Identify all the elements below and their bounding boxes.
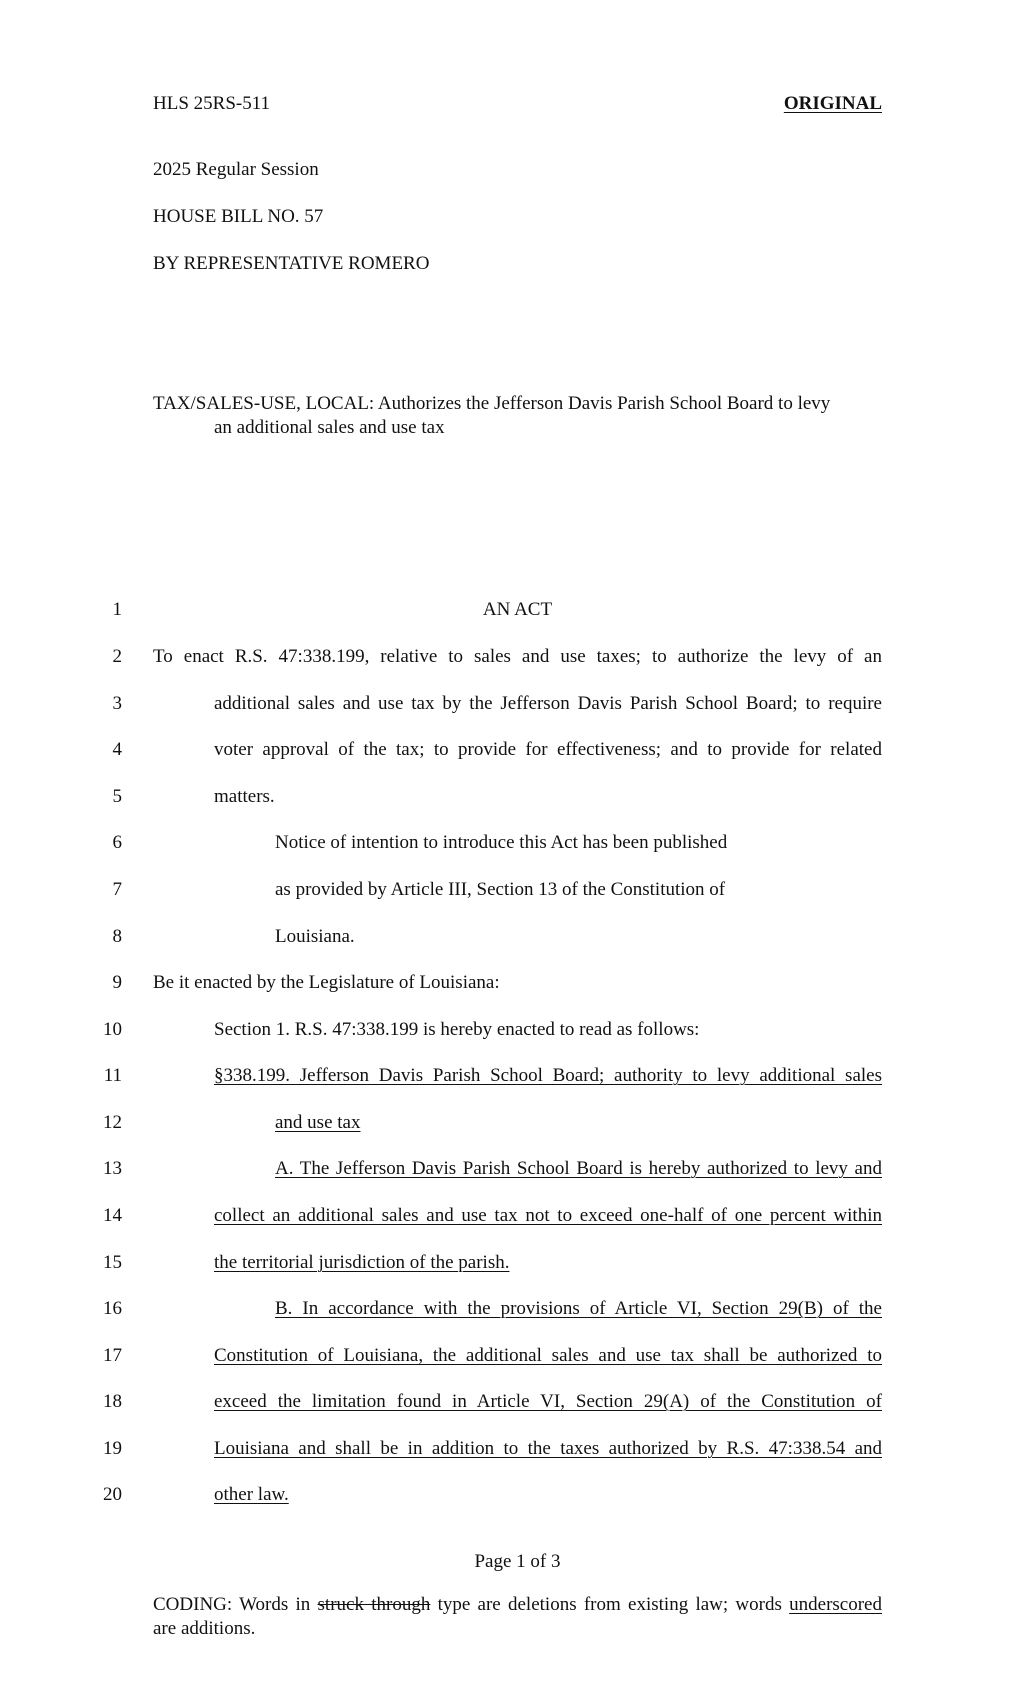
statute-heading bbox=[214, 1064, 882, 1088]
bill-author: BY REPRESENTATIVE ROMERO bbox=[153, 253, 430, 274]
digest-line-1: TAX/SALES-USE, LOCAL: Authorizes the Jefferson Davis Parish School Board to levy bbox=[153, 393, 831, 414]
enacting-clause: Be it enacted by the Legislature of Louisiana: bbox=[153, 972, 500, 993]
underscored-text: Louisiana and shall be in addition to the taxes authorized by R.S. 47:338.54 and bbox=[214, 1438, 882, 1459]
coding-line-1 bbox=[153, 1593, 882, 1617]
version-label: ORIGINAL bbox=[783, 93, 882, 114]
line-number: 6 bbox=[112, 832, 122, 853]
statute-line bbox=[275, 1297, 882, 1321]
line-number: 19 bbox=[103, 1438, 122, 1459]
statute-line bbox=[275, 1157, 882, 1181]
coding-note bbox=[153, 1593, 882, 1641]
coding-prefix: CODING: Words in bbox=[153, 1594, 318, 1615]
notice-line: Louisiana. bbox=[275, 926, 355, 947]
statute-heading bbox=[275, 1111, 882, 1135]
underscored-text: B. In accordance with the provisions of Article VI, Section 29(B) of the bbox=[275, 1298, 882, 1319]
line-number: 20 bbox=[103, 1484, 122, 1505]
bill-code: HLS 25RS-511 bbox=[153, 93, 271, 114]
statute-line bbox=[214, 1204, 882, 1228]
title-line: matters. bbox=[214, 786, 275, 807]
coding-middle: type are deletions from existing law; words bbox=[430, 1594, 790, 1615]
line-number: 14 bbox=[103, 1205, 122, 1226]
underscored-text: and use tax bbox=[275, 1112, 361, 1133]
line-number: 5 bbox=[112, 786, 122, 807]
underscored-sample: underscored bbox=[789, 1594, 882, 1615]
page-number: Page 1 of 3 bbox=[474, 1551, 561, 1572]
act-title: AN ACT bbox=[482, 599, 553, 620]
title-line: additional sales and use tax by the Jefferson Davis Parish School Board; to require bbox=[214, 693, 882, 714]
underscored-text: the territorial jurisdiction of the parish. bbox=[214, 1252, 510, 1273]
statute-line bbox=[214, 1390, 882, 1414]
statute-line bbox=[214, 1251, 882, 1275]
line-number: 2 bbox=[112, 646, 122, 667]
line-number: 13 bbox=[103, 1158, 122, 1179]
underscored-text: collect an additional sales and use tax not to exceed one-half of one percent within bbox=[214, 1205, 882, 1226]
line-number: 10 bbox=[103, 1019, 122, 1040]
title-line: voter approval of the tax; to provide for effectiveness; and to provide for related bbox=[214, 739, 882, 760]
line-number: 11 bbox=[103, 1065, 122, 1086]
line-number: 12 bbox=[103, 1112, 122, 1133]
line-number: 9 bbox=[112, 972, 122, 993]
line-number: 4 bbox=[112, 739, 122, 760]
line-number: 16 bbox=[103, 1298, 122, 1319]
underscored-text: other law. bbox=[214, 1484, 289, 1505]
session-label: 2025 Regular Session bbox=[153, 159, 319, 180]
title-line: To enact R.S. 47:338.199, relative to sales and use taxes; to authorize the levy of an bbox=[153, 646, 882, 667]
section-heading: Section 1. R.S. 47:338.199 is hereby enacted to read as follows: bbox=[214, 1019, 700, 1040]
underscored-text: Constitution of Louisiana, the additional sales and use tax shall be authorized to bbox=[214, 1345, 882, 1366]
statute-line bbox=[214, 1483, 882, 1507]
digest-line-2: an additional sales and use tax bbox=[214, 417, 445, 438]
line-number: 8 bbox=[112, 926, 122, 947]
line-number: 15 bbox=[103, 1252, 122, 1273]
line-number: 1 bbox=[112, 599, 122, 620]
line-number: 18 bbox=[103, 1391, 122, 1412]
notice-line: as provided by Article III, Section 13 of the Constitution of bbox=[275, 879, 726, 900]
underscored-text: exceed the limitation found in Article VI, Section 29(A) of the Constitution of bbox=[214, 1391, 882, 1412]
underscored-text: A. The Jefferson Davis Parish School Board is hereby authorized to levy and bbox=[275, 1158, 882, 1179]
coding-line-2: are additions. bbox=[153, 1618, 256, 1639]
line-number: 7 bbox=[112, 879, 122, 900]
bill-digest bbox=[153, 392, 883, 440]
struck-through-sample: struck through bbox=[317, 1594, 431, 1615]
line-number: 17 bbox=[103, 1345, 122, 1366]
bill-number: HOUSE BILL NO. 57 bbox=[153, 206, 324, 227]
underscored-text: §338.199. Jefferson Davis Parish School Board; authority to levy additional sales bbox=[214, 1065, 882, 1086]
notice-line: Notice of intention to introduce this Act has been published bbox=[275, 832, 728, 853]
line-number: 3 bbox=[112, 693, 122, 714]
statute-line bbox=[214, 1437, 882, 1461]
statute-line bbox=[214, 1344, 882, 1368]
